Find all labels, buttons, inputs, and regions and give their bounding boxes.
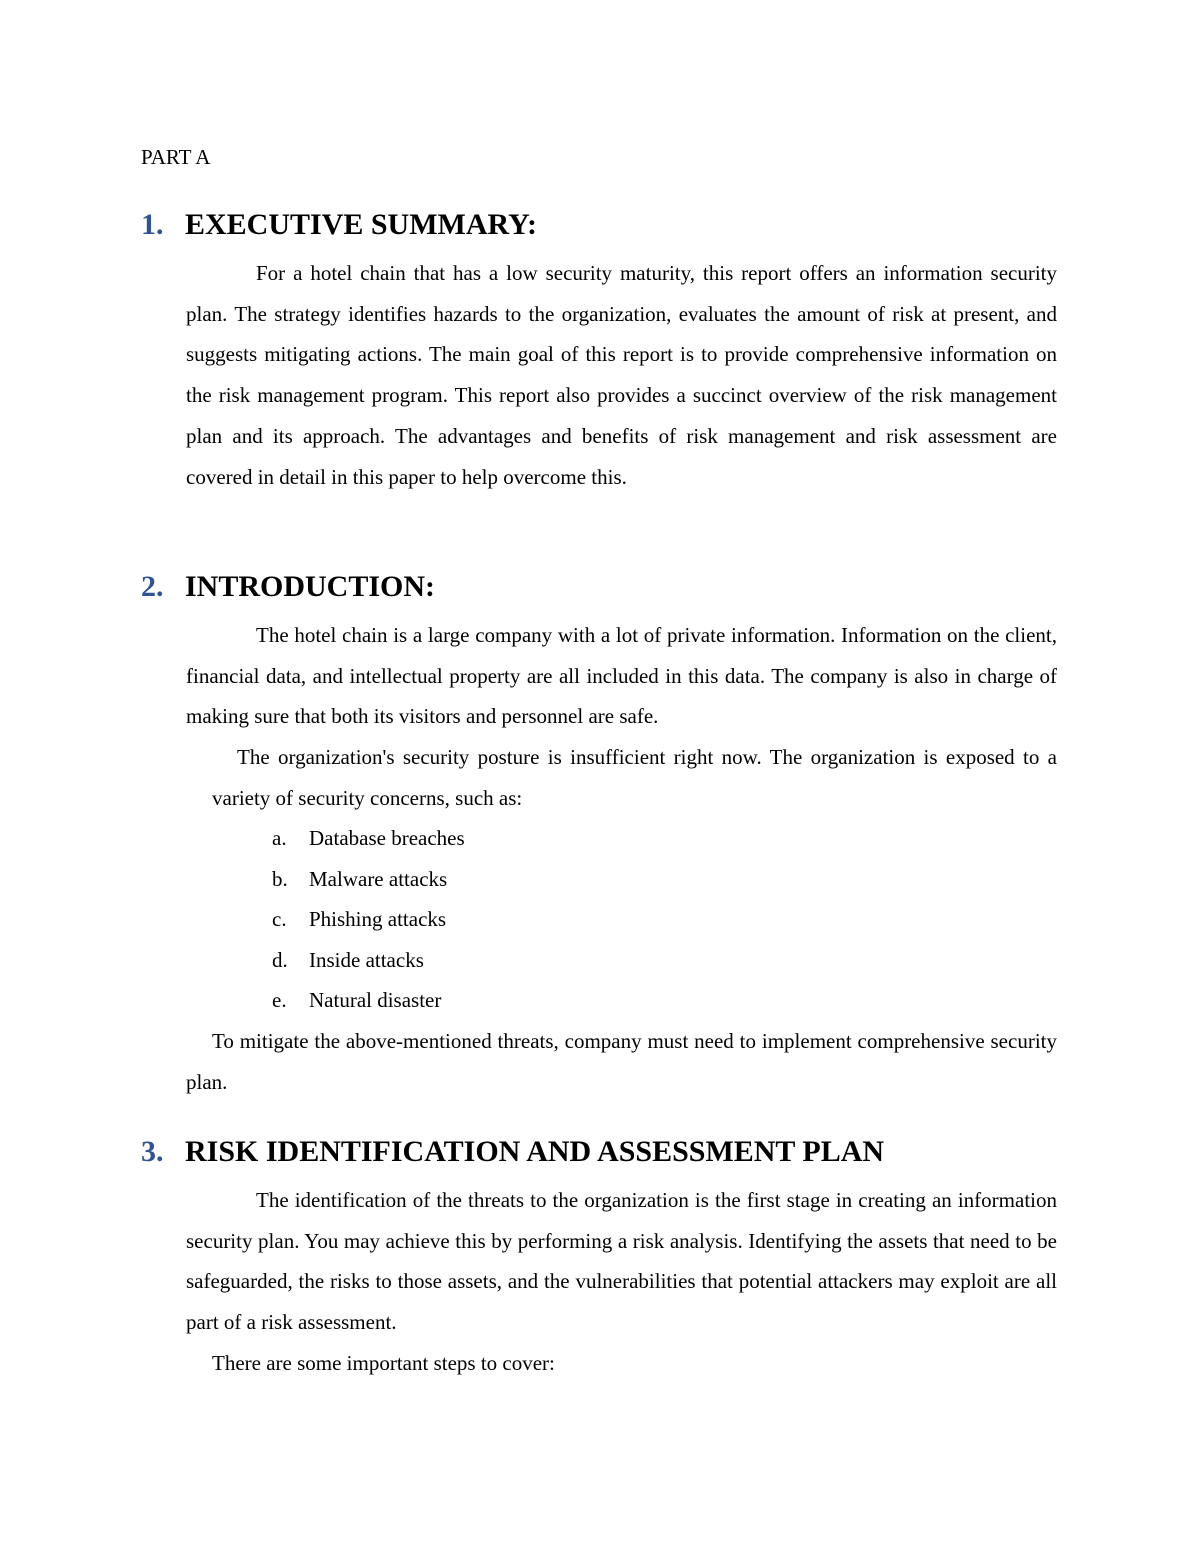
section-heading-risk-identification <box>141 1134 884 1170</box>
section-heading-executive-summary <box>141 207 537 243</box>
list-marker: b. <box>272 866 288 891</box>
part-label: PART A <box>141 145 211 169</box>
section-title: EXECUTIVE SUMMARY: <box>185 208 538 241</box>
list-item-text: Inside attacks <box>309 947 424 972</box>
section-number: 1. <box>141 208 164 241</box>
executive-summary-paragraph: For a hotel chain that has a low security maturity, this report offers an information security plan. The strategy identifies hazards to the organization, evaluates the amount of risk at present, and suggests mitigating actions. The main goal of this report is to provide comprehensive information on the risk management program. This report also provides a succinct overview of the risk management plan and its approach. The advantages and benefits of risk management and risk assessment are covered in detail in this paper to help overcome this. <box>186 261 1057 489</box>
list-item <box>272 818 772 859</box>
list-item <box>272 899 772 940</box>
section-number: 2. <box>141 570 164 603</box>
list-item <box>272 859 772 900</box>
list-marker: c. <box>272 907 287 932</box>
security-posture-paragraph: The organization's security posture is insufficient right now. The organization is exposed to a variety of security concerns, such as: <box>212 745 1057 810</box>
list-marker: a. <box>272 826 287 850</box>
introduction-paragraph: The hotel chain is a large company with a lot of private information. Information on the client, financial data, and intellectual property are all included in this data. The company is also in charge of making sure that both its visitors and personnel are safe. <box>186 623 1057 729</box>
risk-identification-paragraph: The identification of the threats to the organization is the first stage in creating an information security plan. You may achieve this by performing a risk analysis. Identifying the assets that need to be safeguarded, the risks to those assets, and the vulnerabilities that potential attackers may exploit are all part of a risk assessment. <box>186 1188 1057 1335</box>
list-item-text: Phishing attacks <box>309 907 447 932</box>
list-marker: e. <box>272 988 287 1013</box>
section-number: 3. <box>141 1135 164 1168</box>
list-marker: d. <box>272 947 288 972</box>
section-title: RISK IDENTIFICATION AND ASSESSMENT PLAN <box>185 1135 885 1168</box>
threat-list <box>272 818 772 1021</box>
section-heading-introduction <box>141 569 435 605</box>
list-item-text: Database breaches <box>309 826 465 850</box>
list-item <box>272 980 772 1021</box>
section-title: INTRODUCTION: <box>185 570 436 603</box>
list-item-text: Malware attacks <box>309 866 448 891</box>
list-item-text: Natural disaster <box>309 988 442 1013</box>
list-item <box>272 940 772 981</box>
mitigation-paragraph: To mitigate the above-mentioned threats, company must need to implement comprehensive security plan. <box>186 1029 1057 1094</box>
important-steps-paragraph: There are some important steps to cover: <box>212 1351 555 1375</box>
